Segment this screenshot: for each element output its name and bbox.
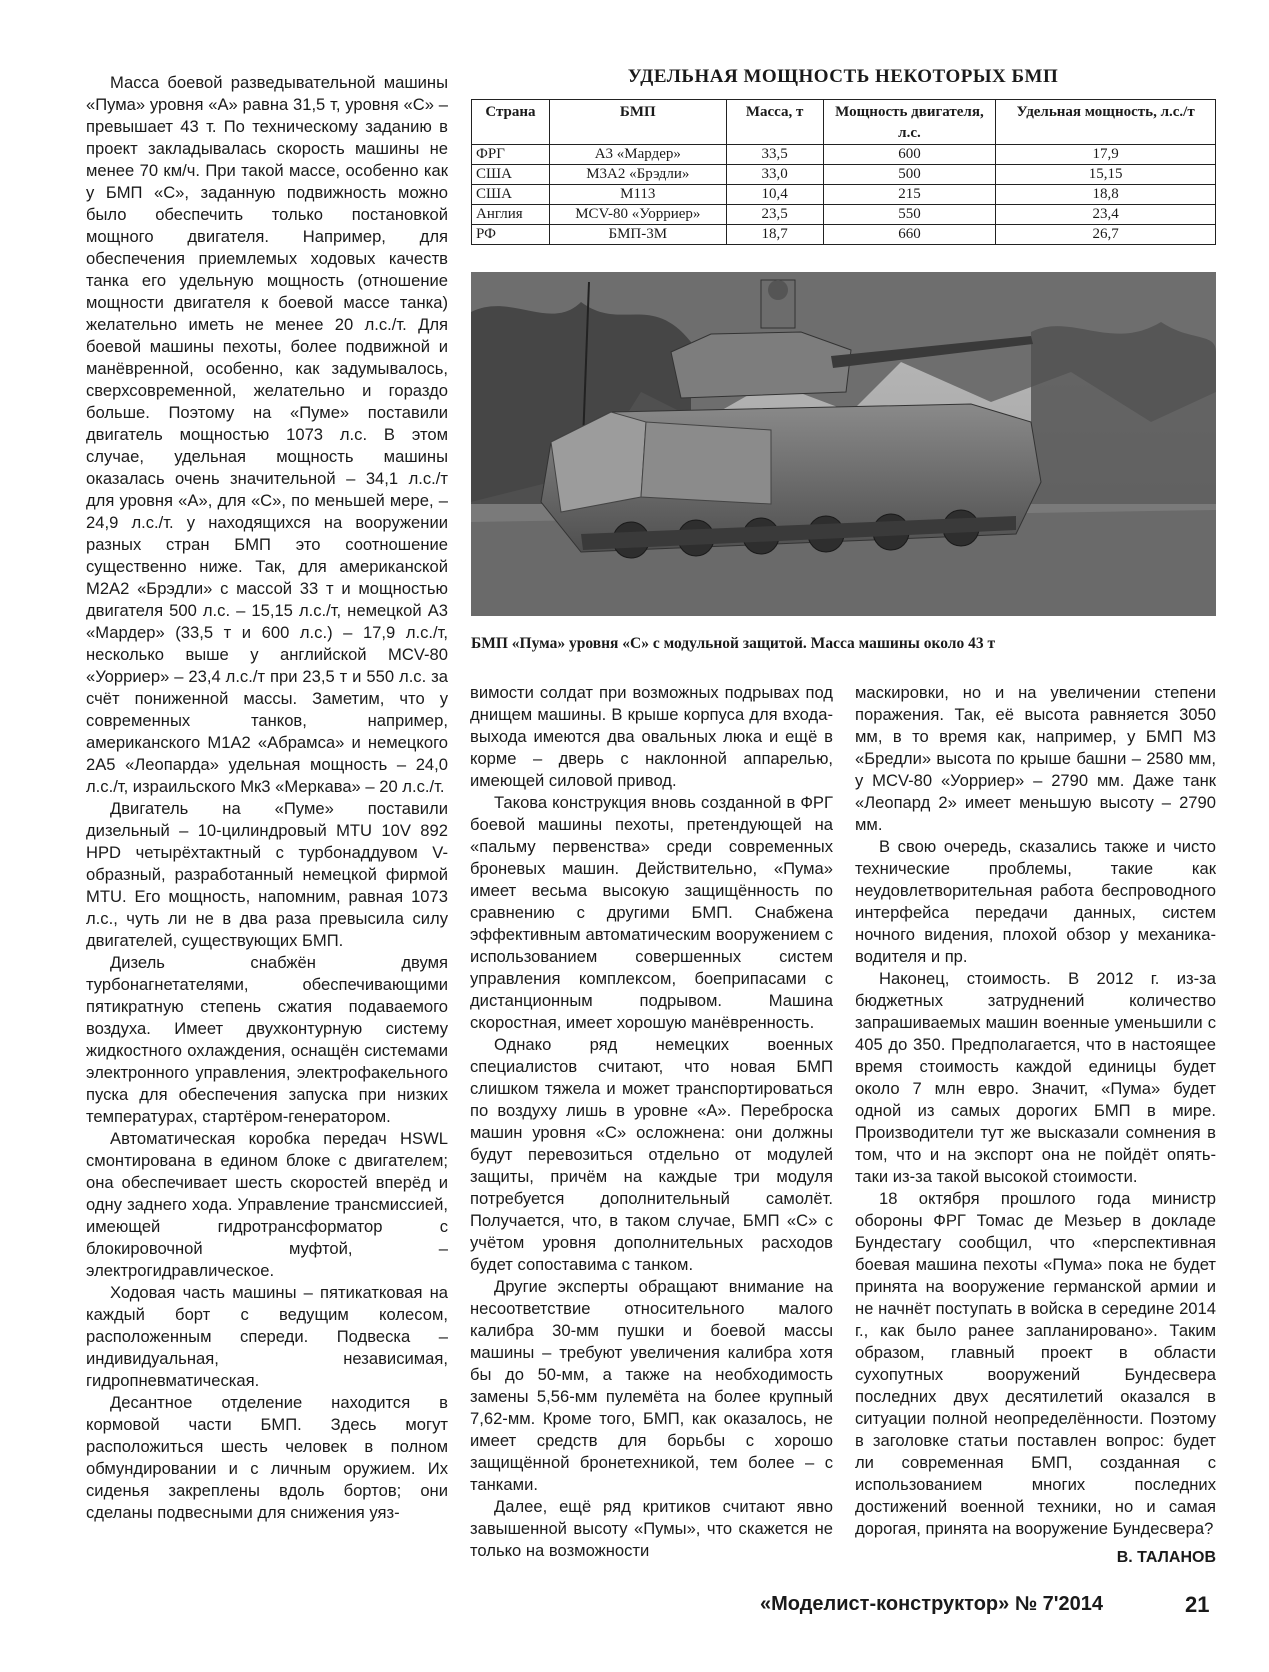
cell-specific-power: 23,4 (996, 205, 1216, 225)
cell-mass: 10,4 (726, 185, 823, 205)
cell-mass: 23,5 (726, 205, 823, 225)
photo-caption: БМП «Пума» уровня «С» с модульной защитой. Масса машины около 43 т (471, 635, 996, 652)
header-engine-power: Мощность двигателя, л.с. (823, 100, 996, 145)
author-name: В. ТАЛАНОВ (1116, 1549, 1216, 1566)
cell-country: США (472, 165, 550, 185)
cell-country: ФРГ (472, 145, 550, 165)
cell-specific-power: 15,15 (996, 165, 1216, 185)
cell-power: 550 (823, 205, 996, 225)
paragraph: Другие эксперты обращают внимание на несоответствие относительного малого калибра 30-мм пушки и боевой массы машины – требуют увеличения калибра хотя бы до 50-мм, а также на необходимость замены 5,56-мм пулемёта на более крупный 7,62-мм. Кроме того, БМП, как оказалось, не имеет средств для борьбы с хорошо защищённой бронетехникой, тем более – с танками. (470, 1277, 833, 1494)
paragraph: Двигатель на «Пуме» поставили дизельный – 10-цилиндровый MTU 10V 892 HPD четырёхтактный с турбонаддувом V-образный, разработанный немецкой фирмой MTU. Его мощность, напомним, равная 1073 л.с., чуть ли не в два раза превысила силу двигателей, существующих БМП. (86, 799, 448, 950)
table-row (472, 225, 1216, 245)
page-number: 21 (1185, 1592, 1210, 1617)
cell-specific-power: 26,7 (996, 225, 1216, 245)
paragraph: Масса боевой разведывательной машины «Пума» уровня «А» равна 31,5 т, уровня «С» – превышает 43 т. По техническому заданию в проект закладывалась скорость машины не менее 70 км/ч. При такой массе, особенно как у БМП «С», заданную подвижность можно было обеспечить только постановкой мощного двигателя. Например, для обеспечения приемлемых ходовых качеств танка его удельную мощность (отношение мощности двигателя к боевой массе танка) желательно иметь не менее 20 л.с./т. Для боевой машины пехоты, более подвижной и манёвренной, особенно, как задумывалось, сверхсовременной, желательно и гораздо больше. Поэтому на «Пуме» поставили двигатель мощностью 1073 л.с. В этом случае, удельная мощность машины оказалась очень значительной – 34,1 л.с./т для уровня «А», для «С», по меньшей мере, – 24,9 л.с./т. у находящихся на вооружении разных стран БМП это соотношение существенно ниже. Так, для американской М2А2 «Брэдли» с массой 33 т и мощностью двигателя 500 л.с. – 15,15 л.с./т, немецкой А3 «Мардер» (33,5 т и 600 л.с.) – 17,9 л.с./т, несколько выше у английской MCV-80 «Уорриер» – 23,4 л.с./т при 23,5 т и 550 л.с. за счёт пониженной массы. Заметим, что у современных танков, например, американского М1А2 «Абрамса» и немецкого 2А5 «Леопарда» удельная мощность – 24,0 л.с./т, израильского Мк3 «Меркава» – 20 л.с./т. (86, 73, 448, 796)
power-table (471, 99, 1216, 245)
cell-country: РФ (472, 225, 550, 245)
header-mass: Масса, т (726, 100, 823, 145)
paragraph: вимости солдат при возможных подрывах под днищем машины. В крыше корпуса для входа-выхода имеются два овальных люка и ещё в корме – дверь с наклонной аппарелью, имеющей силовой привод. (470, 683, 833, 790)
cell-country: Англия (472, 205, 550, 225)
table-row (472, 145, 1216, 165)
table-header-row (472, 100, 1216, 145)
article-column-3 (855, 682, 1216, 1540)
magazine-issue: «Моделист-конструктор» № 7'2014 (760, 1593, 1104, 1615)
paragraph: маскировки, но и на увеличении степени поражения. Так, её высота равняется 3050 мм, в то время как, например, у БМП М3 «Бредли» высота по крыше башни – 2580 мм, у MCV-80 «Уорриер» – 2790 мм. Даже танк «Леопард 2» имеет меньшую высоту – 2790 мм. (855, 683, 1216, 834)
cell-vehicle: MCV-80 «Уорриер» (549, 205, 726, 225)
cell-vehicle: М3А2 «Брэдли» (549, 165, 726, 185)
header-vehicle: БМП (549, 100, 726, 145)
cell-mass: 33,5 (726, 145, 823, 165)
cell-power: 215 (823, 185, 996, 205)
paragraph: Далее, ещё ряд критиков считают явно завышенной высоту «Пумы», что скажется не только на возможности (470, 1497, 833, 1560)
header-specific-power: Удельная мощность, л.с./т (996, 100, 1216, 145)
cell-power: 500 (823, 165, 996, 185)
cell-power: 600 (823, 145, 996, 165)
cell-specific-power: 17,9 (996, 145, 1216, 165)
table-row (472, 165, 1216, 185)
puma-ifv-photo (471, 272, 1216, 616)
cell-country: США (472, 185, 550, 205)
paragraph: Такова конструкция вновь созданной в ФРГ боевой машины пехоты, претендующей на «пальму первенства» среди современных броневых машин. Действительно, «Пума» имеет весьма высокую защищённость по сравнению с другими БМП. Снабжена эффективным автоматическим вооружением с использованием совершенных систем управления комплексом, боеприпасами с дистанционным подрывом. Машина скоростная, имеет хорошую манёвренность. (470, 793, 833, 1032)
paragraph: Десантное отделение находится в кормовой части БМП. Здесь могут расположиться шесть человек в полном обмундировании и с личным оружием. Их сиденья закреплены вдоль бортов; они сделаны подвесными для снижения уяз- (86, 1393, 448, 1522)
paragraph: Ходовая часть машины – пятикатковая на каждый борт с ведущим колесом, расположенным спереди. Подвеска – индивидуальная, независимая, гидропневматическая. (86, 1283, 448, 1390)
cell-vehicle: БМП-3М (549, 225, 726, 245)
table-title: УДЕЛЬНАЯ МОЩНОСТЬ НЕКОТОРЫХ БМП (627, 66, 1059, 87)
cell-mass: 18,7 (726, 225, 823, 245)
cell-vehicle: М113 (549, 185, 726, 205)
cell-vehicle: А3 «Мардер» (549, 145, 726, 165)
paragraph: 18 октября прошлого года министр обороны ФРГ Томас де Мезьер в докладе Бундестагу сообщил, что «перспективная боевая машина пехоты «Пума» пока не будет принята на вооружение германской армии и не начнёт поступать в войска в середине 2014 г., как было ранее запланировано». Таким образом, главный проект в области сухопутных вооружений Бундесвера последних двух десятилетий оказался в ситуации полной неопределённости. Поэтому в заголовке статьи поставлен вопрос: будет ли современная БМП, созданная с использованием многих последних достижений военной техники, но и самая дорогая, принята на вооружение Бундесвера? (855, 1189, 1216, 1538)
table-row (472, 185, 1216, 205)
cell-specific-power: 18,8 (996, 185, 1216, 205)
paragraph: Однако ряд немецких военных специалистов считают, что новая БМП слишком тяжела и может транспортироваться по воздуху лишь в уровне «А». Переброска машин уровня «С» осложнена: они должны будут перевозиться отдельно от модулей защиты, причём на каждые три модуля потребуется дополнительный самолёт. Получается, что, в таком случае, БМП «С» с учётом уровня дополнительных расходов будет сопоставима с танком. (470, 1035, 833, 1274)
cell-mass: 33,0 (726, 165, 823, 185)
article-column-1 (86, 72, 448, 1524)
table-row (472, 205, 1216, 225)
paragraph: Автоматическая коробка передач HSWL смонтирована в едином блоке с двигателем; она обеспечивает шесть скоростей вперёд и одну заднего хода. Управление трансмиссией, имеющей гидротрансформатор с блокировочной муфтой, – электрогидравлическое. (86, 1129, 448, 1280)
paragraph: Наконец, стоимость. В 2012 г. из-за бюджетных затруднений количество запрашиваемых машин военные уменьшили с 405 до 350. Предполагается, что в настоящее время стоимость каждой единицы будет около 7 млн евро. Значит, «Пума» будет одной из самых дорогих БМП в мире. Производители тут же высказали сомнения в том, что и на экспорт она не пойдёт опять-таки из-за такой высокой стоимости. (855, 969, 1216, 1186)
article-column-2 (470, 682, 833, 1562)
header-country: Страна (472, 100, 550, 145)
cell-power: 660 (823, 225, 996, 245)
paragraph: Дизель снабжён двумя турбонагнетателями, обеспечивающими пятикратную степень сжатия подаваемого воздуха. Имеет двухконтурную систему жидкостного охлаждения, оснащён системами электронного управления, электрофакельного пуска для обеспечения запуска при низких температурах, стартёром-генератором. (86, 953, 448, 1126)
paragraph: В свою очередь, сказались также и чисто технические проблемы, такие как неудовлетворительная работа беспроводного интерфейса передачи данных, систем ночного видения, плохой обзор у механика-водителя и пр. (855, 837, 1216, 966)
